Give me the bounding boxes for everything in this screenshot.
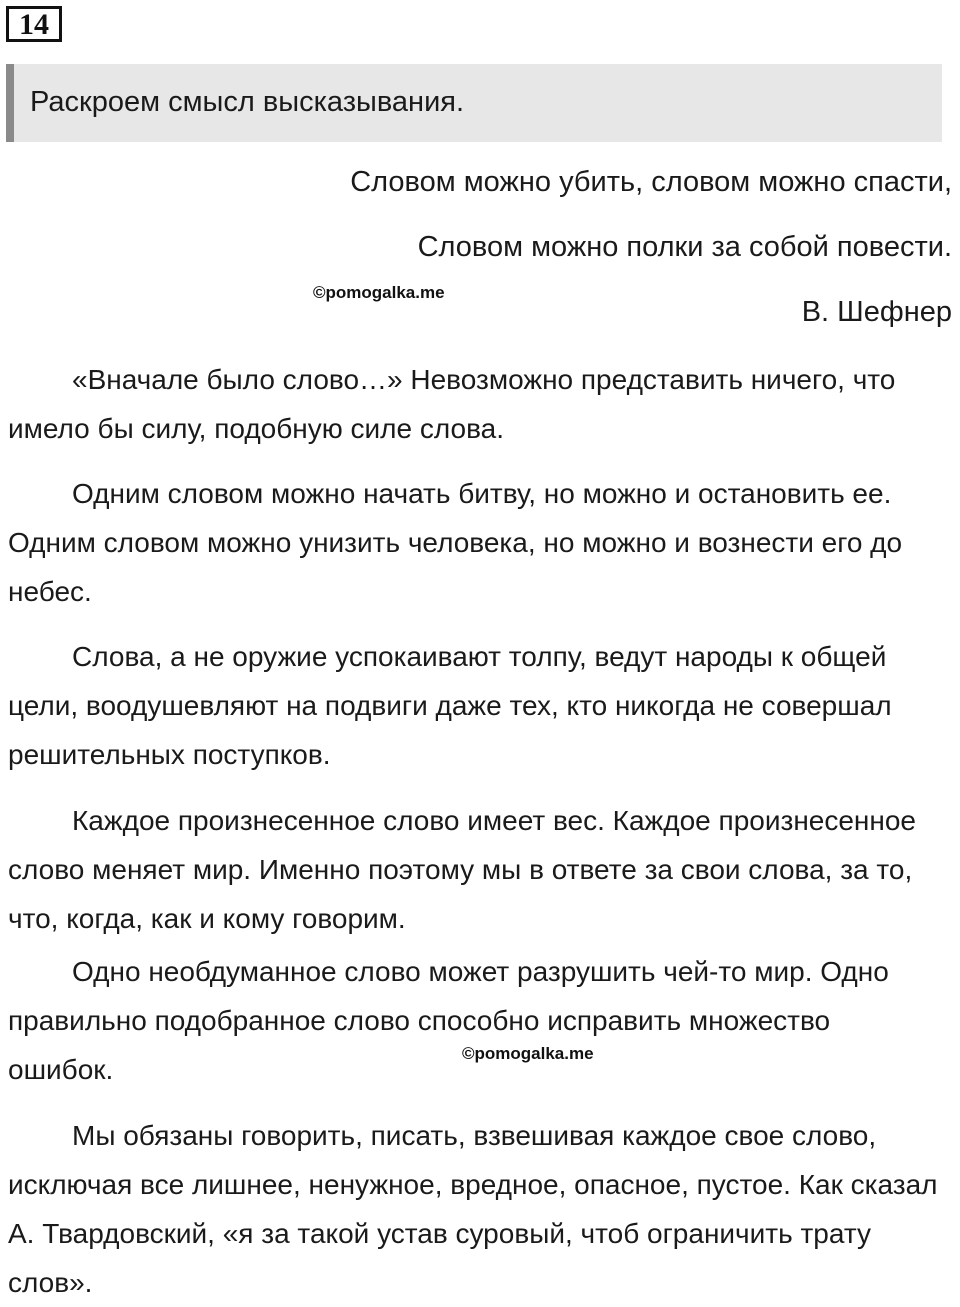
epigraph-line-2: Словом можно полки за собой повести. bbox=[417, 231, 952, 263]
heading-text: Раскроем смысл высказывания. bbox=[30, 86, 465, 118]
epigraph-line-1: Словом можно убить, словом можно спасти, bbox=[350, 166, 952, 198]
paragraph-5: Одно необдуманное слово может разрушить чей-то мир. Одно правильно подобранное слово способно исправить множество ошибок. bbox=[8, 956, 889, 1085]
watermark: ©pomogalka.me bbox=[313, 283, 445, 302]
paragraph-4: Каждое произнесенное слово имеет вес. Каждое произнесенное слово меняет мир. Именно поэтому мы в ответе за свои слова, за то, что, когда, как и кому говорим. bbox=[8, 805, 916, 934]
heading-banner bbox=[6, 64, 942, 142]
task-number: 14 bbox=[6, 6, 62, 42]
epigraph-author: В. Шефнер bbox=[801, 296, 952, 328]
paragraph-1: «Вначале было слово…» Невозможно представить ничего, что имело бы силу, подобную силе слова. bbox=[8, 364, 896, 444]
watermark: ©pomogalka.me bbox=[462, 1044, 594, 1063]
paragraph-2: Одним словом можно начать битву, но можно и остановить ее. Одним словом можно унизить человека, но можно и вознести его до небес. bbox=[8, 478, 903, 607]
paragraph-3: Слова, а не оружие успокаивают толпу, ведут народы к общей цели, воодушевляют на подвиги даже тех, кто никогда не совершал решительных поступков. bbox=[8, 641, 892, 770]
paragraph-6: Мы обязаны говорить, писать, взвешивая каждое свое слово, исключая все лишнее, ненужное, вредное, опасное, пустое. Как сказал А. Твардовский, «я за такой устав суровый, чтоб ограничить трату слов». bbox=[8, 1120, 938, 1298]
